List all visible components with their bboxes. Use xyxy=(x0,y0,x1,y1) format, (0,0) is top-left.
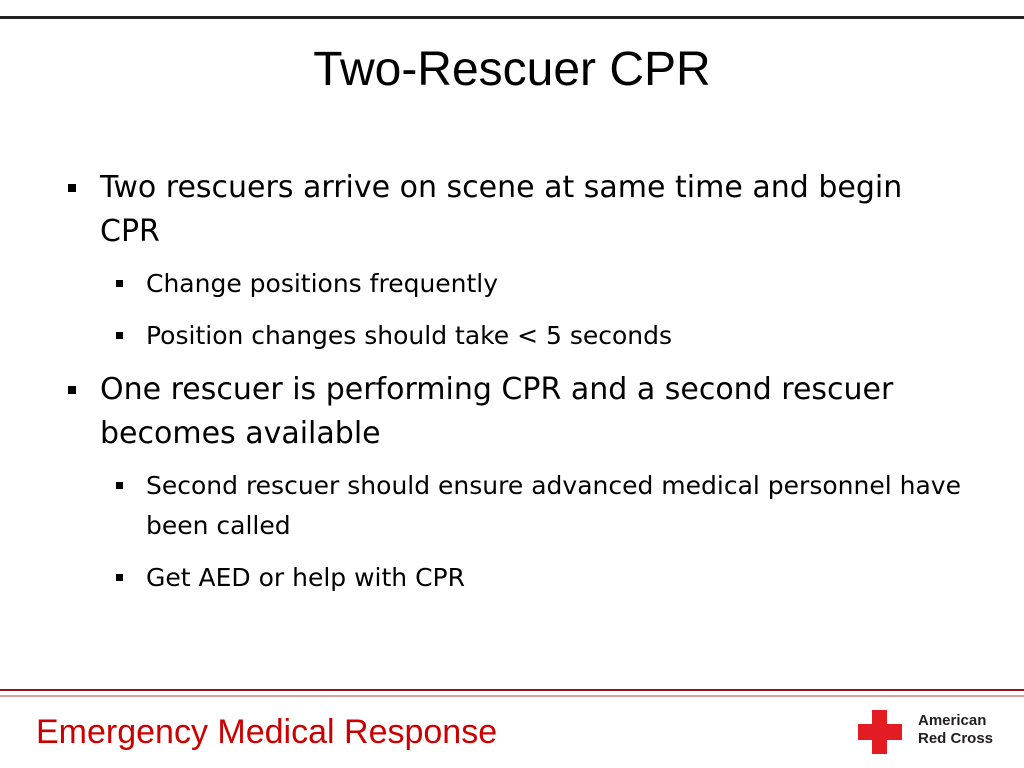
bullet-list xyxy=(64,166,964,610)
square-bullet-icon xyxy=(116,482,123,489)
sub-bullet-item xyxy=(64,558,964,598)
slide-title: Two-Rescuer CPR xyxy=(313,43,711,96)
bullet-text: One rescuer is performing CPR and a second rescuer becomes available xyxy=(100,372,894,451)
sub-bullet-item xyxy=(64,466,964,546)
bullet-item xyxy=(64,368,964,456)
square-bullet-icon xyxy=(116,280,123,287)
square-bullet-icon xyxy=(68,386,76,394)
bullet-item xyxy=(64,166,964,254)
bullet-text: Two rescuers arrive on scene at same time and begin CPR xyxy=(100,170,903,249)
footer-divider xyxy=(0,689,1024,691)
logo-line-red-cross: Red Cross xyxy=(918,730,994,747)
logo-wordmark xyxy=(918,712,993,748)
red-cross-logo xyxy=(858,710,1008,754)
footer-divider-accent xyxy=(0,695,1024,697)
square-bullet-icon xyxy=(116,574,123,581)
sub-bullet-item xyxy=(64,316,964,356)
red-cross-icon-bar xyxy=(858,724,902,740)
course-title: Emergency Medical Response xyxy=(36,713,498,751)
square-bullet-icon xyxy=(116,332,123,339)
sub-bullet-item xyxy=(64,264,964,304)
sub-bullet-text: Position changes should take < 5 seconds xyxy=(146,321,673,350)
sub-bullet-text: Second rescuer should ensure advanced medical personnel have been called xyxy=(146,471,961,540)
square-bullet-icon xyxy=(68,184,76,192)
sub-bullet-text: Change positions frequently xyxy=(146,269,499,298)
logo-line-american: American xyxy=(918,712,987,729)
top-divider xyxy=(0,16,1024,19)
sub-bullet-text: Get AED or help with CPR xyxy=(146,563,465,592)
